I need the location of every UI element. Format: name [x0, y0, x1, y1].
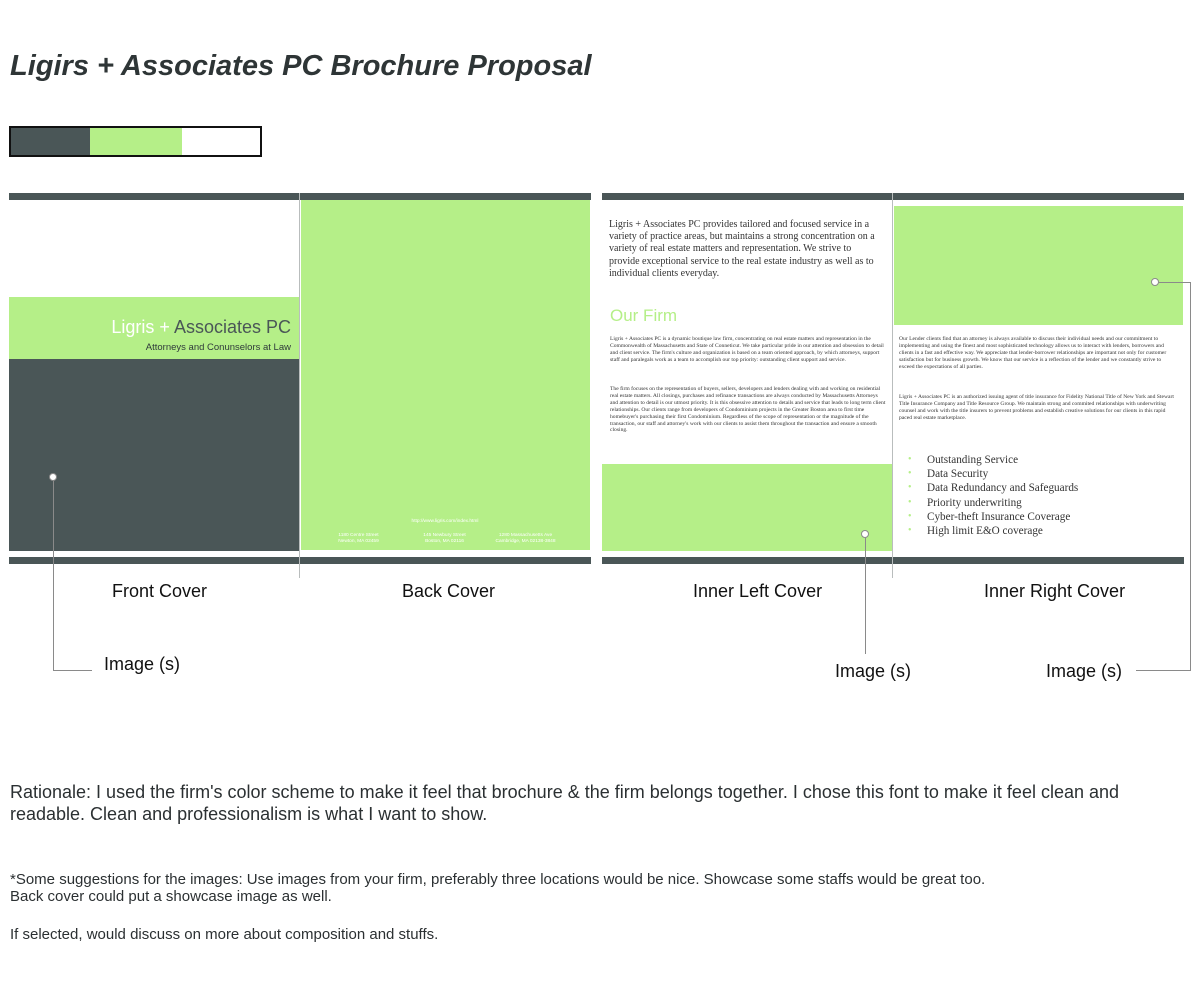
page-title: Ligirs + Associates PC Brochure Proposal	[10, 50, 592, 82]
callout-line-front-vertical	[53, 481, 54, 671]
callout-dot-front	[49, 473, 57, 481]
swatch-dark	[11, 128, 90, 155]
firm-name-light: Ligris +	[111, 317, 170, 337]
front-cover-tagline: Attorneys and Conunselors at Law	[145, 342, 291, 353]
back-cover-url: http://www.ligris.com/index.html	[411, 519, 479, 524]
inner-left-image-area	[602, 464, 892, 551]
list-item: • Cyber-theft Insurance Coverage	[908, 510, 1168, 524]
callout-line-front-horizontal	[53, 670, 92, 671]
back-cover-address-3: 1280 Massachusetts Ave Cambridge, MA 02138-3848	[495, 533, 556, 544]
rationale-text: Rationale: I used the firm's color scheme to make it feel that brochure & the firm belongs together. I chose this font to make it feel clean and readable. Clean and professionalism is what I want to show.	[10, 782, 1120, 824]
label-inner-left-cover: Inner Left Cover	[693, 581, 823, 601]
firm-name-dark: Associates PC	[173, 317, 291, 337]
callout-label-inner-left: Image (s)	[835, 661, 912, 681]
spread1-bottom-band	[9, 557, 591, 564]
spread2-top-band	[602, 193, 1184, 200]
list-item: • Priority underwriting	[908, 496, 1168, 510]
image-suggestion-line-2: Back cover could put a showcase image as well.	[10, 888, 332, 905]
inner-right-para-2: Ligris + Associates PC is an authorized issuing agent of title insurance for Fidelity National Title of New York and Stewart Title Insurance Company and Title Resource Group. We maintain strong and commited relationships with underwriting counsel and work with the title insurers to prevent problems and establish creative solutions for our clients in this rapid paced real estate marketplace.	[899, 394, 1174, 421]
inner-right-image-area	[894, 206, 1183, 325]
inner-left-para-2: The firm focuses on the representation of buyers, sellers, developers and lenders dealing with and working on residential real estate matters. All closings, purchases and refinance transactions are always conducted by Massachusetts Attorneys and attention to detail is our utmost priority. It is this obsessive attention to details and service that leads to long term client relationships. Our clients range from developers of Condominium projects in the Greater Boston area to first time homebuyer's purchasing their first Condominium. Regardless of the scope of representation or the magnitude of the transaction, our staff and attorney's work with our clients to assist them throughout the transaction and ensure a smooth closing.	[610, 386, 886, 434]
spread2-bottom-band	[602, 557, 1184, 564]
callout-line-inner-left	[865, 538, 866, 654]
callout-dot-inner-left	[861, 530, 869, 538]
inner-left-heading: Our Firm	[610, 306, 678, 325]
list-item: • Data Security	[908, 467, 1168, 481]
label-inner-right-cover: Inner Right Cover	[984, 581, 1126, 601]
callout-dot-inner-right	[1151, 278, 1159, 286]
swatch-green	[90, 128, 182, 155]
label-back-cover: Back Cover	[402, 581, 496, 601]
inner-right-para-1: Our Lender clients find that an attorney is always available to discuss their individual needs and our commitment to implementing and using the finest and most sophisticated technology allows us to interact with lenders, borrowers and clients in a fast and effective way. We appreciate that lender-borrower relationships are important not only for customer satisfaction but for business growth. We know that our service is a reflection of the lender and we constantly strive to exceed the expectations of all parties.	[899, 336, 1167, 370]
spread1-top-band	[9, 193, 591, 200]
spread2-fold-line	[892, 193, 893, 578]
callout-line-inner-right-bottom	[1136, 670, 1191, 671]
back-cover-panel	[301, 200, 590, 550]
spread1-fold-line	[299, 193, 300, 578]
list-item: • Data Redundancy and Safeguards	[908, 481, 1168, 495]
image-suggestion-line-1: *Some suggestions for the images: Use images from your firm, preferably three locations would be nice. Showcase some staffs would be great too.	[10, 871, 986, 888]
inner-left-para-1: Ligris + Associates PC is a dynamic boutique law firm, concentrating on real estate matters and representation in the Commonwealth of Massachusetts and State of Conneticut. We take particular pride in our attention and obsession to detail and client service. The firm's culture and organization is based on a team oriented approach, by which attorneys, support staff and paralegals work as a team to accomplish our top priority: outstanding client support and service.	[610, 336, 884, 363]
front-cover-firm-name	[111, 317, 291, 338]
callout-label-front: Image (s)	[104, 654, 181, 674]
list-item: • Outstanding Service	[908, 453, 1168, 467]
inner-left-intro: Ligris + Associates PC provides tailored and focused service in a variety of practice areas, but maintains a strong concentration on a variety of real estate matters and representation. We strive to provide exceptional service to the real estate industry as well as to individual clients everyday.	[609, 219, 875, 279]
label-front-cover: Front Cover	[112, 581, 208, 601]
callout-line-inner-right-vertical	[1190, 282, 1191, 671]
back-cover-address-1: 1180 Centre Street Newton, MA 02459	[338, 533, 379, 544]
back-cover-address-2: 145 Newbury Street Boston, MA 02116	[423, 533, 466, 544]
swatch-white	[182, 128, 260, 155]
callout-line-inner-right-top	[1159, 282, 1191, 283]
closing-note: If selected, would discuss on more about composition and stuffs.	[10, 926, 439, 943]
callout-label-inner-right: Image (s)	[1046, 661, 1123, 681]
inner-right-service-list	[908, 453, 1168, 538]
color-palette	[9, 126, 262, 157]
list-item: • High limit E&O coverage	[908, 524, 1168, 538]
